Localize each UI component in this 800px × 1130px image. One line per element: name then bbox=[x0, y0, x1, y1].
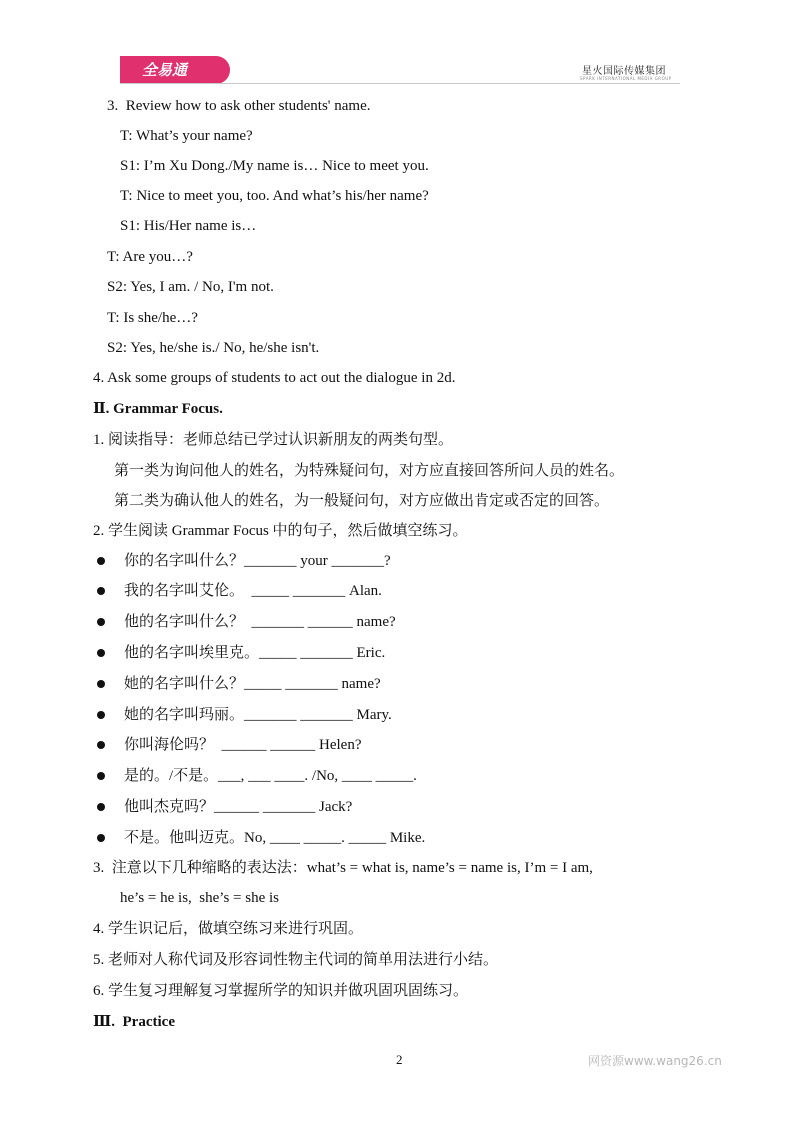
text-line: T: Is she/he…? bbox=[107, 310, 198, 326]
exercise-item: 不是。他叫迈克。No, ____ _____. _____ Mike. bbox=[124, 830, 426, 846]
text-line: 1. 阅读指导：老师总结已学过认识新朋友的两类句型。 bbox=[93, 432, 454, 448]
exercise-item: 你的名字叫什么？_______ your _______? bbox=[124, 553, 391, 569]
text-line: T: Are you…? bbox=[107, 249, 193, 265]
bullet-icon bbox=[97, 680, 105, 688]
exercise-item: 他叫杰克吗？______ _______ Jack? bbox=[124, 799, 353, 815]
bullet-icon bbox=[97, 772, 105, 780]
bullet-icon bbox=[97, 557, 105, 565]
section-heading: Ⅱ. Grammar Focus. bbox=[93, 401, 223, 417]
section-heading: Ⅲ. Practice bbox=[93, 1014, 175, 1030]
header-divider bbox=[120, 83, 680, 84]
text-line: he’s = he is, she’s = she is bbox=[120, 890, 279, 906]
bullet-icon bbox=[97, 618, 105, 626]
text-line: T: Nice to meet you, too. And what’s his/her name? bbox=[120, 188, 429, 204]
bullet-icon bbox=[97, 834, 105, 842]
text-line: 4. Ask some groups of students to act out the dialogue in 2d. bbox=[93, 370, 456, 386]
exercise-item: 她的名字叫什么？_____ _______ name? bbox=[124, 676, 381, 692]
bullet-icon bbox=[97, 803, 105, 811]
exercise-item: 他的名字叫埃里克。_____ _______ Eric. bbox=[124, 645, 386, 661]
bullet-icon bbox=[97, 649, 105, 657]
text-line: 6. 学生复习理解复习掌握所学的知识并做巩固巩固练习。 bbox=[93, 983, 469, 999]
text-line: 5. 老师对人称代词及形容词性物主代词的简单用法进行小结。 bbox=[93, 952, 499, 968]
bullet-icon bbox=[97, 587, 105, 595]
exercise-item: 是的。/不是。___, ___ ____. /No, ____ _____. bbox=[124, 768, 417, 784]
bullet-icon bbox=[97, 741, 105, 749]
publisher-name: 星火国际传媒集团 bbox=[582, 66, 666, 77]
page-header bbox=[0, 0, 800, 90]
text-line: 4. 学生识记后，做填空练习来进行巩固。 bbox=[93, 921, 364, 937]
exercise-item: 她的名字叫玛丽。_______ _______ Mary. bbox=[124, 707, 392, 723]
text-line: 第一类为询问他人的姓名，为特殊疑问句，对方应直接回答所问人员的姓名。 bbox=[114, 463, 625, 479]
text-line: S2: Yes, I am. / No, I'm not. bbox=[107, 279, 274, 295]
text-line: 3. 注意以下几种缩略的表达法：what’s = what is, name’s = name is, I’m = I am, bbox=[93, 860, 593, 876]
page-number: 2 bbox=[396, 1052, 403, 1067]
text-line: T: What’s your name? bbox=[120, 128, 253, 144]
text-line: 3. Review how to ask other students' name. bbox=[107, 98, 371, 114]
text-line: S1: His/Her name is… bbox=[120, 218, 257, 234]
publisher-subtitle: SPARK INTERNATIONAL MEDIA GROUP bbox=[580, 76, 672, 81]
text-line: 2. 学生阅读 Grammar Focus 中的句子，然后做填空练习。 bbox=[93, 523, 468, 539]
watermark: 网资源www.wang26.cn bbox=[588, 1054, 722, 1068]
exercise-item: 我的名字叫艾伦。 _____ _______ Alan. bbox=[124, 583, 382, 599]
bullet-icon bbox=[97, 711, 105, 719]
exercise-item: 你叫海伦吗？ ______ ______ Helen? bbox=[124, 737, 362, 753]
brand-logo: 全易通 bbox=[120, 56, 230, 84]
text-line: S1: I’m Xu Dong./My name is… Nice to meet you. bbox=[120, 158, 429, 174]
exercise-item: 他的名字叫什么？ _______ ______ name? bbox=[124, 614, 396, 630]
text-line: S2: Yes, he/she is./ No, he/she isn't. bbox=[107, 340, 320, 356]
text-line: 第二类为确认他人的姓名，为一般疑问句，对方应做出肯定或否定的回答。 bbox=[114, 493, 610, 509]
